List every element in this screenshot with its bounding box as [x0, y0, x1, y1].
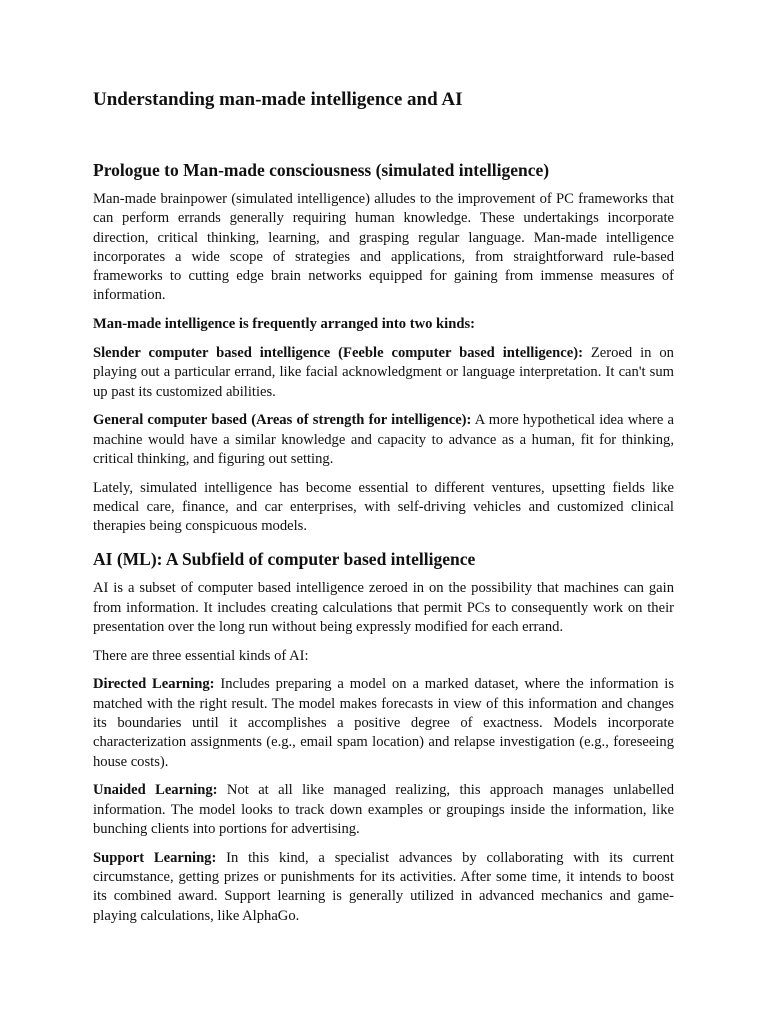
section-heading-ml: AI (ML): A Subfield of computer based intelligence: [93, 549, 476, 570]
document-page: [93, 86, 674, 936]
document-title: Understanding man-made intelligence and AI: [93, 89, 463, 110]
paragraph-ai-closing: Lately, simulated intelligence has become essential to different ventures, upsetting fields like medical care, finance, and car enterprises, with self-driving vehicles and customized clinical therapies being conspicuous models.: [93, 479, 674, 535]
desc-general-ai: A more hypothetical idea where a machine would have a similar knowledge and capacity to advance as a human, fit for thinking, critical thinking, and figuring out setting.: [93, 412, 675, 468]
desc-unsupervised-learning: Not at all like managed realizing, this approach manages unlabelled information. The model looks to track down examples or groupings inside the information, like bunching clients into portions for advertising.: [93, 782, 674, 838]
kinds-intro-text: Man-made intelligence is frequently arranged into two kinds:: [93, 316, 475, 333]
desc-narrow-ai: Zeroed in on playing out a particular errand, like facial acknowledgment or language interpretation. It can't sum up past its customized abilities.: [93, 345, 674, 400]
section-heading-ai-intro: Prologue to Man-made consciousness (simulated intelligence): [93, 160, 550, 180]
term-unsupervised-learning: Unaided Learning:: [93, 782, 218, 799]
term-supervised-learning: Directed Learning:: [93, 676, 215, 693]
paragraph-ml-definition: AI is a subset of computer based intelligence zeroed in on the possibility that machines can gain from information. It includes creating calculations that permit PCs to consequently work on their presentation over the long run without being expressly modified for each errand.: [93, 580, 674, 635]
paragraph-narrow-ai: [93, 344, 674, 402]
paragraph-reinforcement-learning: [93, 849, 674, 926]
paragraph-general-ai: [93, 411, 674, 469]
paragraph-ai-definition: Man-made brainpower (simulated intelligence) alludes to the improvement of PC frameworks that can perform errands generally requiring human knowledge. These undertakings incorporate direction, critical thinking, learning, and grasping regular language. Man-made intelligence incorporates a wide scope of strategies and applications, from straightforward rule-based frameworks to cutting edge brain networks equipped for gaining from immense measures of information.: [93, 191, 674, 304]
desc-supervised-learning: Includes preparing a model on a marked dataset, where the information is matched with the right result. The model makes forecasts in view of this information and changes its boundaries until it accomplishes a positive degree of exactness. Models incorporate characterization assignments (e.g., email spam location) and relapse investigation (e.g., foreseeing house costs).: [93, 676, 674, 770]
paragraph-kinds-intro: [93, 315, 674, 334]
paragraph-unsupervised-learning: [93, 781, 674, 839]
term-reinforcement-learning: Support Learning:: [93, 849, 217, 866]
paragraph-supervised-learning: [93, 675, 674, 771]
term-narrow-ai: Slender computer based intelligence (Feeble computer based intelligence):: [93, 345, 583, 362]
term-general-ai: General computer based (Areas of strength for intelligence):: [93, 412, 472, 429]
desc-reinforcement-learning: In this kind, a specialist advances by collaborating with its current circumstance, getting prizes or punishments for its activities. After some time, it intends to boost its combined award. Support learning is generally utilized in advanced mechanics and game-playing calculations, like AlphaGo.: [93, 849, 674, 924]
paragraph-types-intro: There are three essential kinds of AI:: [93, 647, 309, 664]
